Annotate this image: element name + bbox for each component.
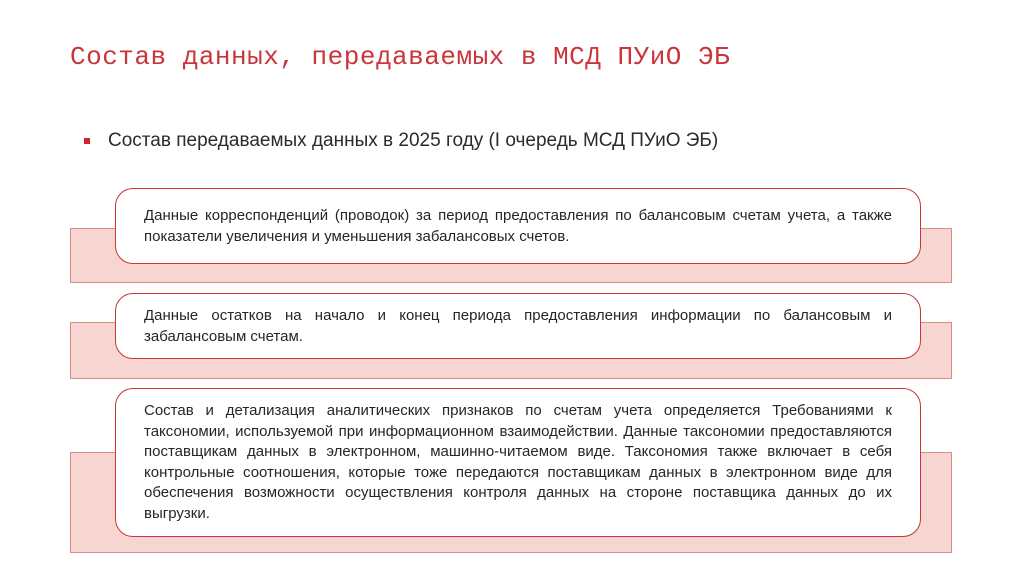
block-3-card: [115, 388, 921, 537]
bullet-row: [84, 130, 718, 152]
slide-title: Состав данных, передаваемых в МСД ПУиО ЭБ: [70, 42, 731, 72]
bullet-square-icon: [84, 138, 90, 144]
block-1-text: Данные корреспонденций (проводок) за период предоставления по балансовым счетам учета, а также показатели увеличения и уменьшения забалансовых счетов.: [144, 207, 892, 245]
bullet-text: Состав передаваемых данных в 2025 году (I очередь МСД ПУиО ЭБ): [108, 130, 719, 151]
block-2-text: Данные остатков на начало и конец периода предоставления информации по балансовым и забалансовым счетам.: [144, 307, 892, 345]
block-3-text: Состав и детализация аналитических признаков по счетам учета определяется Требованиями к таксономии, используемой при информационном взаимодействии. Данные таксономии предоставляются поставщикам данных в электронном, машинно-читаемом виде. Таксономия также включает в себя контрольные соотношения, которые тоже передаются поставщикам данных в электронном виде для обеспечения возможности осуществления контроля данных на стороне поставщика данных до их выгрузки.: [144, 402, 892, 522]
block-1-card: [115, 188, 921, 264]
block-2-card: [115, 293, 921, 359]
